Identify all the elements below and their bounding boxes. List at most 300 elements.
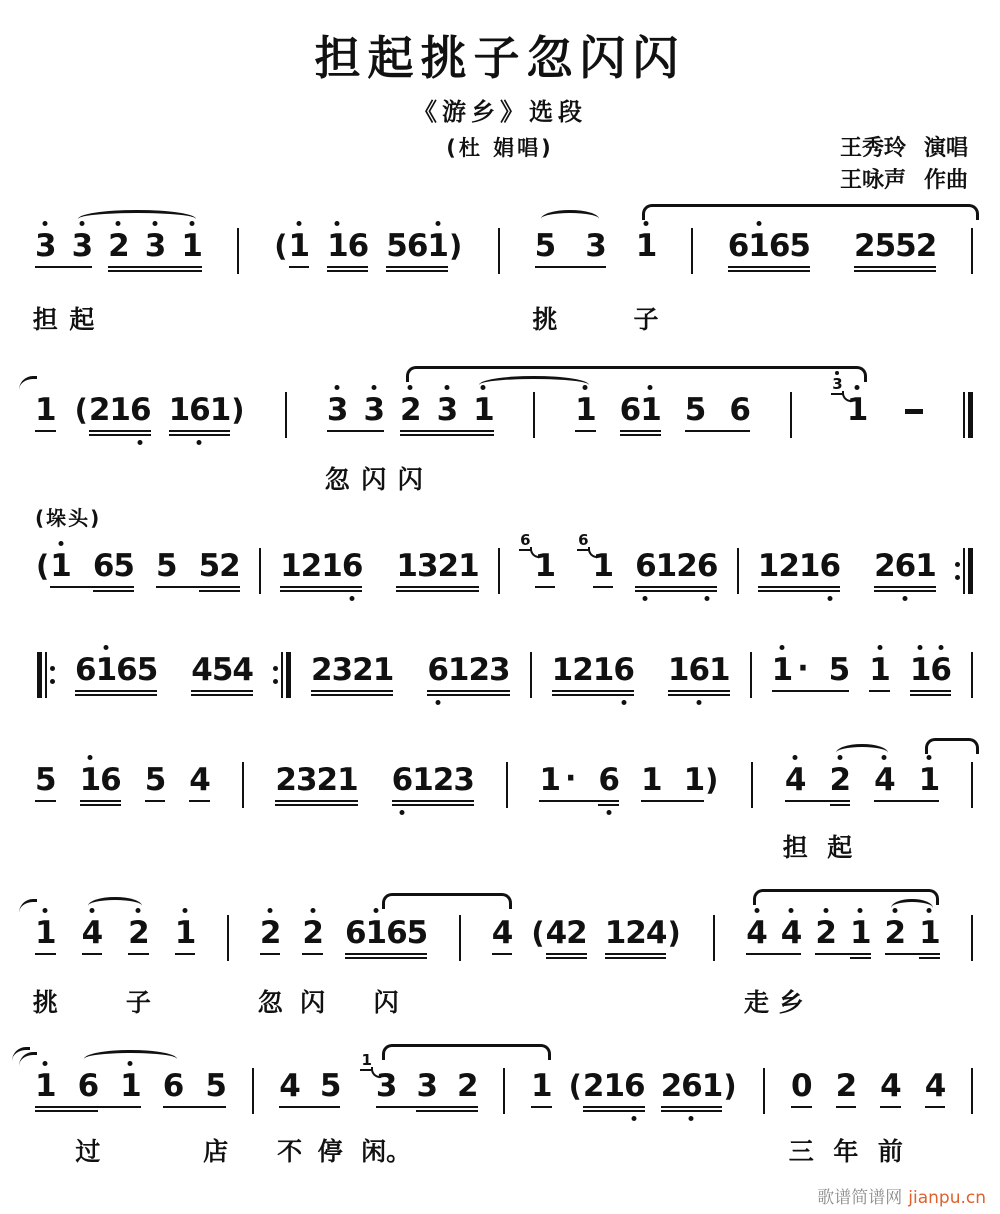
close-paren: ) — [231, 393, 245, 427]
note — [910, 652, 951, 688]
slur-arc — [78, 210, 196, 228]
note-digits: 4 — [781, 915, 802, 951]
beam-underline — [400, 434, 494, 436]
note-digits: 1 — [772, 652, 793, 688]
octave-dot-above — [43, 908, 48, 913]
beam-underline — [728, 270, 810, 272]
octave-dot-above — [854, 385, 859, 390]
barline — [530, 652, 532, 698]
note-digits: 2 — [815, 915, 836, 951]
note — [830, 762, 851, 798]
beam-underline — [35, 800, 56, 802]
note — [279, 1068, 300, 1104]
beam-underline — [746, 953, 801, 955]
measure — [275, 762, 474, 798]
note-digits: 2 — [260, 915, 281, 951]
note — [598, 762, 619, 798]
note — [850, 915, 871, 951]
barline — [691, 228, 693, 274]
barline — [459, 915, 461, 961]
barline-end_repeat — [955, 548, 973, 594]
beam-underline — [925, 1106, 946, 1108]
note — [781, 915, 802, 951]
octave-dot-below — [902, 596, 907, 601]
note — [785, 762, 806, 798]
barline — [285, 392, 287, 438]
note — [75, 652, 157, 688]
octave-dot-below — [827, 596, 832, 601]
note-digits: 4 — [785, 762, 806, 798]
lyric-syllable: 挑 — [532, 305, 558, 334]
octave-dot-above — [435, 221, 440, 226]
octave-dot-above — [789, 908, 794, 913]
beam-underline — [392, 800, 474, 802]
note-digits: 2 — [128, 915, 149, 951]
note-digits: 5 — [144, 762, 166, 798]
note — [311, 652, 393, 688]
beam-underline — [919, 957, 940, 959]
barline — [713, 915, 715, 961]
barline — [968, 392, 973, 438]
beam-underline — [668, 690, 730, 692]
beam-underline — [392, 804, 474, 806]
octave-dot-below — [350, 596, 355, 601]
beam-underline — [661, 1110, 723, 1112]
octave-dot-above — [408, 385, 413, 390]
octave-dot-below — [643, 596, 648, 601]
music-line-7 — [35, 1051, 975, 1166]
beam-underline — [598, 804, 619, 806]
note-digits: 2 — [457, 1068, 478, 1104]
note — [552, 652, 634, 688]
note — [815, 915, 836, 951]
octave-dot-above — [938, 645, 943, 650]
barline-| — [285, 392, 287, 438]
open-paren: ( — [74, 393, 88, 427]
octave-dot-below — [606, 810, 611, 815]
barline — [37, 652, 42, 698]
slur-arc — [479, 376, 589, 394]
beam-underline — [279, 1106, 340, 1108]
lyric-syllable: 闪 — [373, 988, 399, 1017]
lyric-syllable: 过 — [75, 1137, 101, 1166]
lyric-syllable: 走 — [743, 988, 770, 1017]
note-digits: 561 — [386, 228, 448, 264]
lyric-syllable: 闲。 — [361, 1137, 412, 1166]
note — [163, 1068, 184, 1104]
barline — [45, 652, 47, 698]
note-digits: 3 — [416, 1068, 438, 1104]
note-digits: 1 — [534, 548, 556, 584]
barline — [968, 548, 973, 594]
octave-dot-below — [399, 810, 404, 815]
note — [473, 392, 494, 428]
note-digits: 1 — [531, 1068, 552, 1104]
note — [437, 392, 458, 428]
beam-underline — [75, 690, 157, 692]
beam-underline — [163, 1106, 226, 1108]
beam-underline — [345, 957, 427, 959]
beam-underline — [535, 266, 606, 268]
measure — [831, 375, 923, 428]
barline — [259, 548, 261, 594]
beam-underline — [427, 690, 509, 692]
measure — [791, 1068, 945, 1104]
beam-underline — [191, 694, 253, 696]
lyric-syllable: 年 — [833, 1137, 859, 1166]
grace-note: 3 — [831, 377, 843, 395]
note — [668, 652, 730, 688]
note — [575, 392, 596, 428]
note-digits: 4 — [82, 915, 103, 951]
beam-underline — [880, 1106, 901, 1108]
beam-underline — [396, 590, 478, 592]
measure — [758, 548, 936, 584]
note — [396, 548, 478, 584]
barline-| — [763, 1068, 765, 1114]
barline-| — [242, 762, 244, 808]
note-digits: 2 — [302, 915, 323, 951]
beam-underline — [275, 804, 357, 806]
lyric-syllable: 闪 — [397, 465, 423, 494]
octave-dot-below — [621, 700, 626, 705]
beam-underline — [791, 1106, 812, 1108]
measure — [492, 915, 682, 951]
note-digits: 6 — [162, 1068, 184, 1104]
beam-underline — [311, 694, 393, 696]
barline — [506, 762, 508, 808]
note — [492, 915, 513, 951]
lyric-syllable: 前 — [877, 1137, 903, 1166]
measure — [35, 228, 202, 264]
note-digits: 1 — [35, 392, 56, 428]
beam-underline — [145, 800, 166, 802]
repeat-dots — [955, 562, 960, 580]
note-digits: 5 — [534, 228, 556, 264]
barline-| — [503, 1068, 505, 1114]
measure — [273, 228, 463, 264]
beam-underline — [35, 1106, 98, 1108]
composer-name: 王咏声 — [839, 168, 906, 193]
beam-underline — [836, 1106, 857, 1108]
note-digits: 3 — [437, 392, 458, 428]
beam-underline — [75, 694, 157, 696]
barline-| — [506, 762, 508, 808]
barline-| — [750, 652, 752, 698]
beam-underline — [189, 800, 210, 802]
measure — [531, 1068, 738, 1104]
note-digits: 5 — [828, 652, 850, 688]
barline — [737, 548, 739, 594]
barline-end_repeat — [273, 652, 291, 698]
close-paren: ) — [705, 763, 719, 797]
note-digits: 2321 — [275, 762, 358, 798]
slur-arc — [84, 1050, 177, 1068]
beam-underline — [661, 1106, 723, 1108]
note — [145, 228, 166, 264]
beam-underline — [535, 586, 556, 588]
barline — [963, 392, 965, 438]
barline — [751, 762, 753, 808]
barline — [227, 915, 229, 961]
slur-arc — [642, 204, 979, 220]
composer-role: 作曲 — [923, 168, 968, 193]
barline-| — [227, 915, 229, 961]
measure — [535, 228, 657, 264]
note — [80, 762, 121, 798]
note — [392, 762, 474, 798]
note-digits: 6165 — [75, 652, 157, 688]
note — [880, 1068, 901, 1104]
beam-underline — [82, 953, 103, 955]
note-digits: 4 — [880, 1068, 901, 1104]
beam-underline — [302, 953, 323, 955]
singer-name: 王秀玲 — [839, 136, 906, 161]
measure — [785, 762, 939, 798]
slur-arc — [406, 366, 867, 382]
beam-underline — [80, 804, 121, 806]
barline-| — [971, 915, 973, 961]
barline-begin_repeat — [37, 652, 55, 698]
note-digits: 1 — [919, 762, 940, 798]
octave-dot-above — [754, 908, 759, 913]
note — [74, 392, 151, 428]
note-digits: 1 — [473, 392, 494, 428]
beam-underline — [35, 953, 56, 955]
beam-underline — [416, 1106, 477, 1108]
note-digits: 1 — [181, 228, 202, 264]
note — [205, 1068, 226, 1104]
beam-underline — [854, 270, 936, 272]
note — [302, 915, 323, 951]
note-digits: 1 — [919, 915, 940, 951]
barline-| — [459, 915, 461, 961]
note-digits: 161 — [168, 392, 231, 428]
music-line-5 — [35, 761, 975, 862]
measure — [35, 548, 240, 584]
octave-dot-above — [371, 385, 376, 390]
note — [260, 915, 281, 951]
barline-| — [498, 228, 500, 274]
note-digits: 1 — [50, 548, 71, 584]
beam-underline — [685, 430, 750, 432]
octave-dot-above — [373, 908, 378, 913]
barline — [750, 652, 752, 698]
barline-| — [737, 548, 739, 594]
note-digits: 61 — [620, 392, 661, 428]
note-digits: 1 — [35, 1068, 56, 1104]
octave-dot-above — [444, 385, 449, 390]
note — [175, 915, 196, 951]
barline-final — [963, 392, 973, 438]
octave-dot-below — [705, 596, 710, 601]
barline — [252, 1068, 254, 1114]
beam-underline — [280, 590, 362, 592]
note — [386, 228, 463, 264]
note-digits: 161 — [667, 652, 730, 688]
note — [535, 228, 556, 264]
lyric-syllable: 起 — [827, 833, 853, 862]
beam-underline — [758, 590, 840, 592]
beam-underline — [620, 430, 661, 432]
beam-underline — [416, 1110, 477, 1112]
barline-| — [259, 548, 261, 594]
close-paren: ) — [723, 1069, 737, 1103]
note — [35, 762, 56, 798]
note — [635, 548, 717, 584]
beam-underline — [583, 1110, 645, 1112]
beam-underline — [492, 953, 513, 955]
barline-| — [790, 392, 792, 438]
octave-dot-above — [644, 221, 649, 226]
note-digits: 216 — [582, 1068, 645, 1104]
note-digits: 16 — [80, 762, 121, 798]
octave-dot-below — [435, 700, 440, 705]
note-digits: 6123 — [427, 652, 510, 688]
measure — [539, 762, 719, 798]
octave-dot-above — [793, 755, 798, 760]
note — [280, 548, 362, 584]
note — [82, 915, 103, 951]
note-digits: 6123 — [391, 762, 474, 798]
beam-underline — [605, 957, 667, 959]
beam-underline — [289, 266, 310, 268]
beam-underline — [919, 953, 940, 955]
grace-note: 1 — [361, 1051, 372, 1069]
beam-underline — [552, 694, 634, 696]
barline-| — [971, 1068, 973, 1114]
note-digits: 3 — [72, 228, 93, 264]
note-digits: 1321 — [396, 548, 479, 584]
lyric-syllable: 乡 — [778, 988, 804, 1017]
measure — [35, 762, 210, 798]
note — [169, 392, 246, 428]
open-paren: ( — [274, 229, 288, 263]
lyric-syllable: 闪 — [361, 465, 387, 494]
note — [530, 915, 586, 951]
note-digits: 6165 — [728, 228, 810, 264]
barline — [971, 915, 973, 961]
octave-dot-above — [335, 385, 340, 390]
note-digits: 216 — [88, 392, 151, 428]
beam-underline — [635, 590, 717, 592]
note-digits: 2552 — [854, 228, 937, 264]
octave-dot-above — [926, 755, 931, 760]
note — [568, 1068, 645, 1104]
duration-dash — [905, 409, 923, 414]
note-digits: 4 — [279, 1068, 300, 1104]
note — [885, 915, 906, 951]
measure — [327, 392, 494, 428]
note-digits: 1 — [575, 392, 596, 428]
note-digits: 3 — [35, 228, 56, 264]
note — [181, 228, 202, 264]
octave-dot-below — [632, 1116, 637, 1121]
note — [661, 1068, 738, 1104]
note-digits: 6 — [729, 392, 750, 428]
note — [919, 915, 940, 951]
measure — [280, 548, 479, 584]
beam-underline — [583, 1106, 645, 1108]
beam-underline — [386, 270, 448, 272]
note-digits: 4 — [746, 915, 767, 951]
beam-underline — [668, 694, 730, 696]
note — [684, 762, 720, 798]
octave-dot-below — [689, 1116, 694, 1121]
beam-underline — [327, 430, 384, 432]
note-digits: 1 — [869, 652, 890, 688]
octave-dot-above — [296, 221, 301, 226]
note — [120, 1068, 141, 1104]
music-line-1 — [32, 228, 975, 334]
octave-dot-above — [858, 908, 863, 913]
note — [427, 652, 509, 688]
note-digits: 2 — [400, 392, 421, 428]
octave-dot-above — [756, 221, 761, 226]
note — [360, 1051, 397, 1104]
close-paren: ) — [448, 229, 463, 263]
lyric-syllable: 三 — [788, 1137, 814, 1166]
measure — [552, 652, 730, 688]
octave-dot-above — [268, 908, 273, 913]
note — [273, 228, 309, 264]
barline — [498, 228, 500, 274]
beam-underline — [854, 266, 936, 268]
note-digits: 5 — [205, 1068, 226, 1104]
singer-role: 演唱 — [923, 136, 968, 161]
beam-underline — [108, 266, 202, 268]
barline — [281, 652, 283, 698]
octave-dot-above — [58, 541, 63, 546]
note-digits: 2321 — [311, 652, 394, 688]
note — [189, 762, 210, 798]
note-digits: 16 — [910, 652, 951, 688]
lyric-syllable: 起 — [69, 305, 95, 334]
lyric-syllable: 忽 — [257, 988, 283, 1017]
beam-underline — [169, 430, 231, 432]
note-digits: 1 — [592, 548, 614, 584]
note — [831, 375, 868, 428]
beam-underline — [260, 953, 281, 955]
note — [836, 1068, 857, 1104]
beam-underline — [758, 586, 840, 588]
beam-underline — [874, 800, 939, 802]
beam-underline — [874, 590, 936, 592]
octave-dot-above — [310, 908, 315, 913]
beam-underline — [641, 800, 704, 802]
note-digits: 42 — [545, 915, 587, 951]
note — [919, 762, 940, 798]
note-digits: 4 — [874, 762, 895, 798]
slur-arc — [382, 1044, 551, 1060]
octave-dot-above — [43, 1061, 48, 1066]
octave-dot-above — [648, 385, 653, 390]
note — [128, 915, 149, 951]
song-title: 担起挑子忽闪闪 — [314, 31, 686, 85]
beam-underline — [275, 800, 357, 802]
note — [585, 228, 606, 264]
note-digits: 0 — [790, 1068, 812, 1104]
barline — [503, 1068, 505, 1114]
note — [620, 392, 661, 428]
open-paren: ( — [531, 916, 545, 950]
note-digits: 4 — [189, 762, 210, 798]
note — [905, 392, 923, 414]
note-digits: 3 — [145, 228, 166, 264]
note — [35, 915, 56, 951]
music-line-6 — [32, 915, 975, 1017]
note — [320, 1068, 341, 1104]
